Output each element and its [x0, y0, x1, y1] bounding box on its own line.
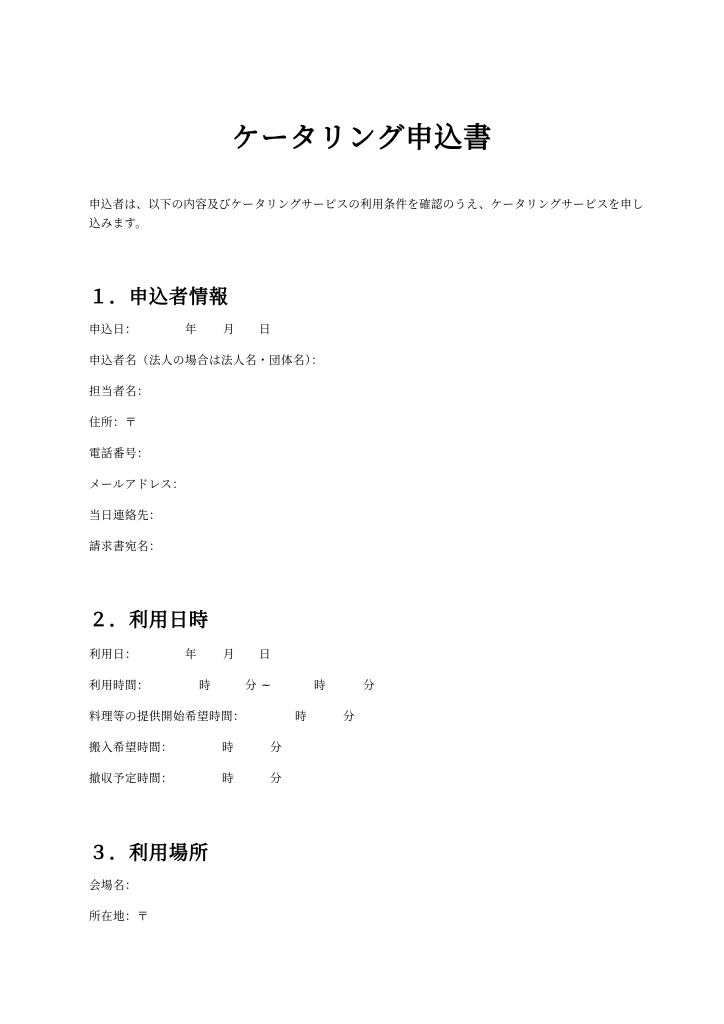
use-time-row — [89, 677, 689, 693]
delivery-time-label: 搬入希望時間： — [89, 740, 173, 754]
intro-text: 申込者は、以下の内容及びケータリングサービスの利用条件を確認のうえ、ケータリングサービスを申し込みます。 — [89, 197, 644, 230]
application-date-year: 年 — [185, 322, 197, 336]
application-date-label: 申込日： — [89, 322, 137, 336]
application-date-row — [89, 321, 689, 337]
use-time-start-hour: 時 — [199, 678, 211, 692]
use-date-row — [89, 646, 689, 662]
email-row — [89, 476, 689, 492]
venue-name-row — [89, 877, 689, 893]
pickup-time-minute: 分 — [270, 771, 282, 785]
delivery-time-hour: 時 — [222, 740, 234, 754]
section-3-heading: ３．利用場所 — [89, 842, 210, 864]
contact-person-row — [89, 383, 689, 399]
use-date-day: 日 — [259, 647, 271, 661]
invoice-to-row — [89, 538, 689, 554]
use-time-end-hour: 時 — [314, 678, 326, 692]
venue-name-label: 会場名： — [89, 878, 137, 892]
application-date-day: 日 — [259, 322, 271, 336]
location-label: 所在地：〒 — [89, 909, 149, 923]
pickup-time-hour: 時 — [222, 771, 234, 785]
day-contact-label: 当日連絡先： — [89, 508, 161, 522]
use-time-start-minute: 分 ~ — [245, 678, 272, 692]
address-label: 住所：〒 — [89, 415, 137, 429]
phone-row — [89, 445, 689, 461]
pickup-time-label: 撤収予定時間： — [89, 771, 173, 785]
email-label: メールアドレス： — [89, 477, 185, 491]
section-1-heading: １．申込者情報 — [89, 286, 230, 308]
serving-start-label: 料理等の提供開始希望時間： — [89, 709, 245, 723]
document-title: ケータリング申込書 — [231, 121, 493, 154]
invoice-to-label: 請求書宛名： — [89, 539, 161, 553]
application-date-month: 月 — [223, 322, 235, 336]
serving-start-row — [89, 708, 689, 724]
contact-person-label: 担当者名： — [89, 384, 149, 398]
use-date-month: 月 — [223, 647, 235, 661]
serving-start-minute: 分 — [343, 709, 355, 723]
use-date-label: 利用日： — [89, 647, 137, 661]
delivery-time-minute: 分 — [270, 740, 282, 754]
use-date-year: 年 — [185, 647, 197, 661]
use-time-label: 利用時間： — [89, 678, 149, 692]
serving-start-hour: 時 — [295, 709, 307, 723]
applicant-name-label: 申込者名（法人の場合は法人名・団体名）： — [89, 353, 324, 367]
day-contact-row — [89, 507, 689, 523]
applicant-name-row — [89, 352, 689, 368]
delivery-time-row — [89, 739, 689, 755]
use-time-end-minute: 分 — [363, 678, 375, 692]
address-row — [89, 414, 689, 430]
section-2-heading: ２．利用日時 — [89, 609, 210, 631]
pickup-time-row — [89, 770, 689, 786]
location-row — [89, 908, 689, 924]
phone-label: 電話番号： — [89, 446, 149, 460]
